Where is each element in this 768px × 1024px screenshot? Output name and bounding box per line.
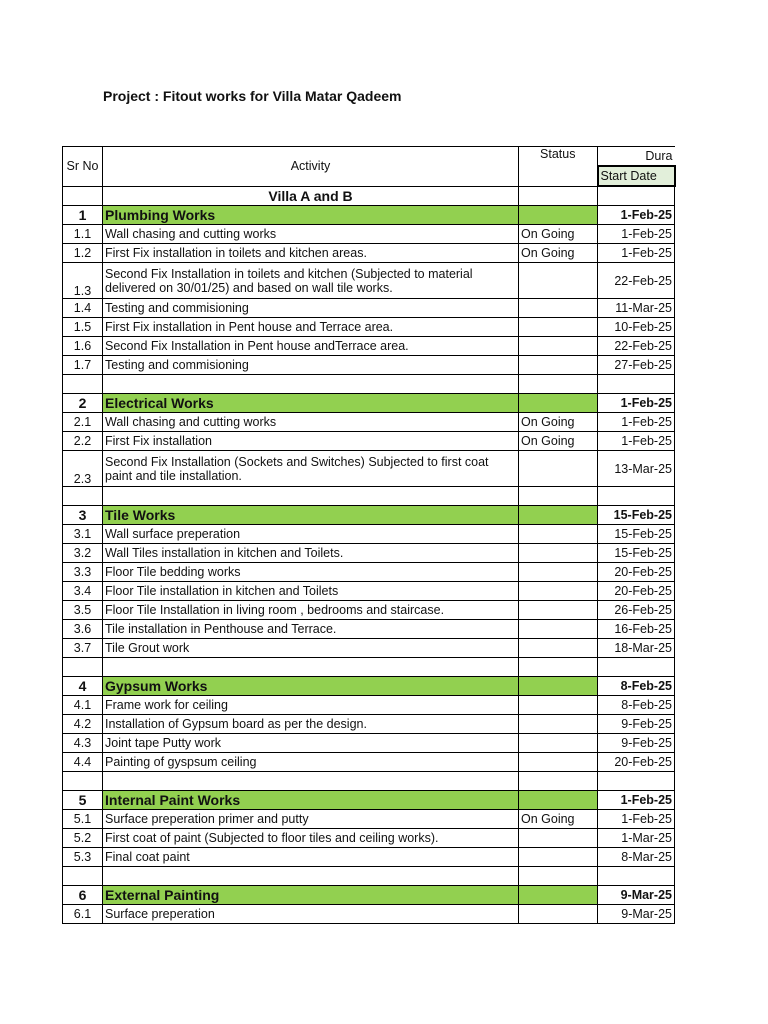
- empty-cell: [103, 867, 519, 886]
- table-row: [63, 299, 675, 318]
- table-row: [63, 696, 675, 715]
- section-start-date: 1-Feb-25: [598, 791, 675, 810]
- item-number: 3.2: [63, 544, 103, 563]
- item-status: [519, 337, 598, 356]
- item-number: 1.4: [63, 299, 103, 318]
- item-number: 3.5: [63, 601, 103, 620]
- section-title: Tile Works: [103, 506, 519, 525]
- item-start-date: 27-Feb-25: [598, 356, 675, 375]
- empty-cell: [103, 487, 519, 506]
- table-row: [63, 356, 675, 375]
- empty-cell: [63, 487, 103, 506]
- item-status: [519, 563, 598, 582]
- table-row: [63, 337, 675, 356]
- item-number: 1.7: [63, 356, 103, 375]
- item-activity: Wall chasing and cutting works: [103, 225, 519, 244]
- item-number: 3.4: [63, 582, 103, 601]
- item-activity: Second Fix Installation (Sockets and Switches) Subjected to first coat paint and tile installation.: [103, 451, 519, 487]
- empty-cell: [519, 375, 598, 394]
- project-title: Project : Fitout works for Villa Matar Qadeem: [103, 88, 402, 104]
- item-status: On Going: [519, 225, 598, 244]
- section-title: Plumbing Works: [103, 206, 519, 225]
- item-number: 1.5: [63, 318, 103, 337]
- item-start-date: 9-Feb-25: [598, 734, 675, 753]
- item-status: [519, 582, 598, 601]
- empty-cell: [519, 867, 598, 886]
- section-number: 3: [63, 506, 103, 525]
- item-start-date: 15-Feb-25: [598, 544, 675, 563]
- empty-cell: [598, 375, 675, 394]
- section-number: 4: [63, 677, 103, 696]
- empty-cell: [519, 658, 598, 677]
- item-status: On Going: [519, 244, 598, 263]
- empty-cell: [598, 867, 675, 886]
- section-start-date: 15-Feb-25: [598, 506, 675, 525]
- item-start-date: 11-Mar-25: [598, 299, 675, 318]
- item-start-date: 10-Feb-25: [598, 318, 675, 337]
- item-start-date: 22-Feb-25: [598, 337, 675, 356]
- section-status-cell: [519, 394, 598, 413]
- item-activity: Floor Tile Installation in living room , bedrooms and staircase.: [103, 601, 519, 620]
- section-header-row: [63, 206, 675, 225]
- section-header-row: [63, 677, 675, 696]
- item-start-date: 8-Feb-25: [598, 696, 675, 715]
- empty-cell: [598, 186, 675, 206]
- item-number: 3.6: [63, 620, 103, 639]
- item-number: 2.1: [63, 413, 103, 432]
- table-row: [63, 829, 675, 848]
- section-status-cell: [519, 791, 598, 810]
- empty-cell: [63, 658, 103, 677]
- section-status-cell: [519, 677, 598, 696]
- item-start-date: 9-Feb-25: [598, 715, 675, 734]
- section-status-cell: [519, 506, 598, 525]
- spacer-row: [63, 772, 675, 791]
- item-start-date: 20-Feb-25: [598, 753, 675, 772]
- item-start-date: 1-Feb-25: [598, 810, 675, 829]
- section-header-row: [63, 791, 675, 810]
- item-activity: Installation of Gypsum board as per the design.: [103, 715, 519, 734]
- header-start-date: Start Date: [598, 166, 675, 186]
- item-start-date: 15-Feb-25: [598, 525, 675, 544]
- empty-cell: [103, 658, 519, 677]
- item-activity: Floor Tile installation in kitchen and Toilets: [103, 582, 519, 601]
- item-activity: Second Fix Installation in Pent house andTerrace area.: [103, 337, 519, 356]
- item-number: 1.3: [63, 263, 103, 299]
- item-activity: Wall Tiles installation in kitchen and Toilets.: [103, 544, 519, 563]
- item-start-date: 9-Mar-25: [598, 905, 675, 924]
- empty-cell: [63, 186, 103, 206]
- item-status: [519, 299, 598, 318]
- item-activity: Tile installation in Penthouse and Terrace.: [103, 620, 519, 639]
- item-status: On Going: [519, 413, 598, 432]
- item-activity: Painting of gyspsum ceiling: [103, 753, 519, 772]
- group-row: [63, 186, 675, 206]
- section-start-date: 1-Feb-25: [598, 394, 675, 413]
- item-status: [519, 829, 598, 848]
- table-row: [63, 905, 675, 924]
- item-start-date: 20-Feb-25: [598, 563, 675, 582]
- table-row: [63, 225, 675, 244]
- item-status: [519, 734, 598, 753]
- table-row: [63, 263, 675, 299]
- item-activity: First Fix installation in toilets and kitchen areas.: [103, 244, 519, 263]
- item-number: 2.3: [63, 451, 103, 487]
- spacer-row: [63, 375, 675, 394]
- item-activity: Wall chasing and cutting works: [103, 413, 519, 432]
- table-row: [63, 715, 675, 734]
- spacer-row: [63, 487, 675, 506]
- item-number: 5.1: [63, 810, 103, 829]
- section-title: Gypsum Works: [103, 677, 519, 696]
- item-number: 3.1: [63, 525, 103, 544]
- item-status: On Going: [519, 432, 598, 451]
- item-activity: Surface preperation primer and putty: [103, 810, 519, 829]
- header-status: Status: [519, 147, 598, 187]
- header-duration: Dura: [598, 147, 675, 167]
- table-row: [63, 582, 675, 601]
- table-row: [63, 639, 675, 658]
- item-activity: Surface preperation: [103, 905, 519, 924]
- item-number: 1.1: [63, 225, 103, 244]
- table-row: [63, 753, 675, 772]
- item-number: 6.1: [63, 905, 103, 924]
- item-status: [519, 544, 598, 563]
- table-row: [63, 848, 675, 867]
- header-row: [63, 147, 675, 167]
- header-sr-no: Sr No: [63, 147, 103, 187]
- item-start-date: 1-Feb-25: [598, 244, 675, 263]
- item-activity: First Fix installation in Pent house and Terrace area.: [103, 318, 519, 337]
- item-number: 3.7: [63, 639, 103, 658]
- group-title: Villa A and B: [103, 186, 519, 206]
- table-row: [63, 620, 675, 639]
- table-row: [63, 451, 675, 487]
- item-number: 1.2: [63, 244, 103, 263]
- empty-cell: [519, 487, 598, 506]
- table-row: [63, 244, 675, 263]
- item-status: [519, 639, 598, 658]
- item-number: 3.3: [63, 563, 103, 582]
- section-number: 1: [63, 206, 103, 225]
- item-number: 5.2: [63, 829, 103, 848]
- item-status: [519, 715, 598, 734]
- item-activity: Final coat paint: [103, 848, 519, 867]
- table-row: [63, 544, 675, 563]
- item-start-date: 1-Mar-25: [598, 829, 675, 848]
- section-title: External Painting: [103, 886, 519, 905]
- section-header-row: [63, 394, 675, 413]
- item-number: 2.2: [63, 432, 103, 451]
- table-row: [63, 525, 675, 544]
- empty-cell: [63, 375, 103, 394]
- empty-cell: [598, 487, 675, 506]
- empty-cell: [598, 658, 675, 677]
- item-start-date: 16-Feb-25: [598, 620, 675, 639]
- item-status: [519, 451, 598, 487]
- section-start-date: 9-Mar-25: [598, 886, 675, 905]
- section-number: 6: [63, 886, 103, 905]
- item-status: On Going: [519, 810, 598, 829]
- item-activity: Joint tape Putty work: [103, 734, 519, 753]
- item-number: 4.3: [63, 734, 103, 753]
- item-activity: Second Fix Installation in toilets and kitchen (Subjected to material delivered on 30/01/25) and based on wall tile works.: [103, 263, 519, 299]
- item-status: [519, 753, 598, 772]
- item-activity: Frame work for ceiling: [103, 696, 519, 715]
- item-start-date: 13-Mar-25: [598, 451, 675, 487]
- item-number: 4.1: [63, 696, 103, 715]
- section-start-date: 1-Feb-25: [598, 206, 675, 225]
- item-start-date: 8-Mar-25: [598, 848, 675, 867]
- header-activity: Activity: [103, 147, 519, 187]
- item-activity: First Fix installation: [103, 432, 519, 451]
- section-status-cell: [519, 206, 598, 225]
- item-status: [519, 905, 598, 924]
- item-number: 4.4: [63, 753, 103, 772]
- item-status: [519, 525, 598, 544]
- table-row: [63, 734, 675, 753]
- schedule-table: [62, 146, 676, 924]
- table-row: [63, 563, 675, 582]
- item-number: 5.3: [63, 848, 103, 867]
- empty-cell: [63, 772, 103, 791]
- empty-cell: [519, 186, 598, 206]
- item-activity: Testing and commisioning: [103, 356, 519, 375]
- item-start-date: 26-Feb-25: [598, 601, 675, 620]
- table-row: [63, 601, 675, 620]
- item-status: [519, 356, 598, 375]
- item-status: [519, 263, 598, 299]
- item-status: [519, 601, 598, 620]
- section-title: Internal Paint Works: [103, 791, 519, 810]
- item-status: [519, 696, 598, 715]
- empty-cell: [63, 867, 103, 886]
- empty-cell: [519, 772, 598, 791]
- item-number: 4.2: [63, 715, 103, 734]
- item-activity: Tile Grout work: [103, 639, 519, 658]
- item-status: [519, 318, 598, 337]
- spacer-row: [63, 658, 675, 677]
- section-number: 5: [63, 791, 103, 810]
- table-row: [63, 413, 675, 432]
- section-status-cell: [519, 886, 598, 905]
- item-status: [519, 620, 598, 639]
- item-start-date: 1-Feb-25: [598, 432, 675, 451]
- item-start-date: 1-Feb-25: [598, 413, 675, 432]
- item-number: 1.6: [63, 337, 103, 356]
- empty-cell: [598, 772, 675, 791]
- section-header-row: [63, 506, 675, 525]
- section-start-date: 8-Feb-25: [598, 677, 675, 696]
- item-status: [519, 848, 598, 867]
- item-activity: Wall surface preperation: [103, 525, 519, 544]
- item-start-date: 20-Feb-25: [598, 582, 675, 601]
- empty-cell: [103, 375, 519, 394]
- section-title: Electrical Works: [103, 394, 519, 413]
- item-activity: Testing and commisioning: [103, 299, 519, 318]
- section-number: 2: [63, 394, 103, 413]
- table-row: [63, 432, 675, 451]
- section-header-row: [63, 886, 675, 905]
- item-activity: First coat of paint (Subjected to floor tiles and ceiling works).: [103, 829, 519, 848]
- item-activity: Floor Tile bedding works: [103, 563, 519, 582]
- item-start-date: 22-Feb-25: [598, 263, 675, 299]
- empty-cell: [103, 772, 519, 791]
- item-start-date: 1-Feb-25: [598, 225, 675, 244]
- spacer-row: [63, 867, 675, 886]
- table-row: [63, 810, 675, 829]
- table-row: [63, 318, 675, 337]
- item-start-date: 18-Mar-25: [598, 639, 675, 658]
